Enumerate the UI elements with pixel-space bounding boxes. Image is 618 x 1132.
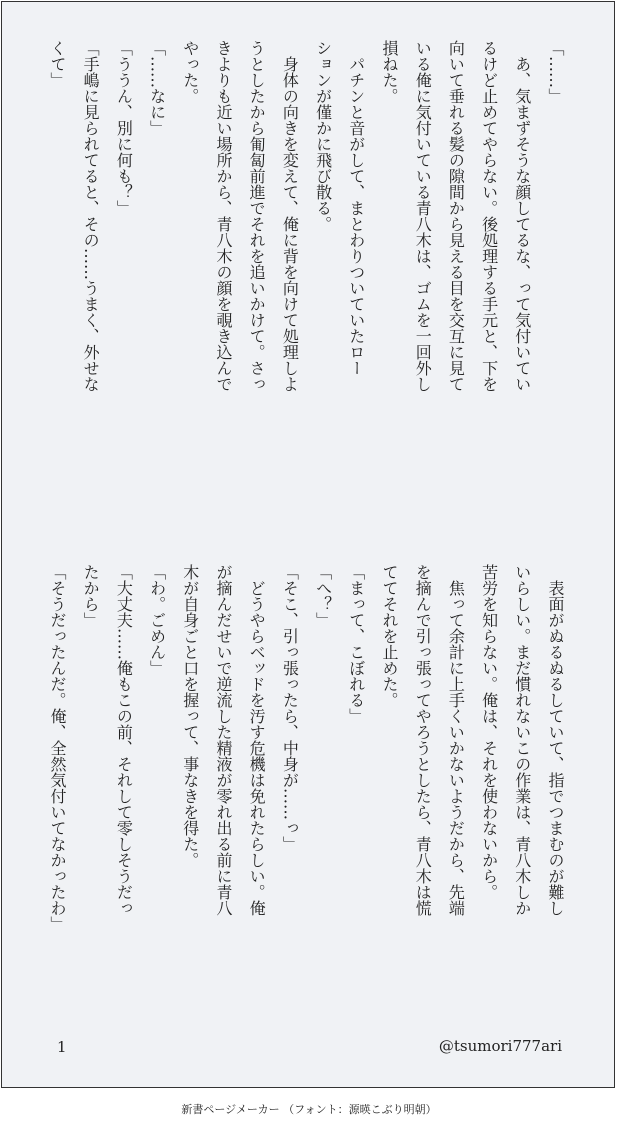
text-line: たから」 <box>81 564 101 628</box>
text-line: 苦労を知らない。俺は、それを使わないから。 <box>479 564 499 900</box>
text-line: うとしたから匍匐前進でそれを追いかけて。さっ <box>247 40 267 392</box>
text-line: 「……なに」 <box>147 40 167 136</box>
text-line: きよりも近い場所から、青八木の顔を覗き込んで <box>213 40 233 392</box>
text-line: 表面がぬるぬるしていて、指でつまむのが難し <box>546 564 565 916</box>
text-line: を摘んで引っ張ってやろうとしたら、青八木は慌 <box>413 564 433 916</box>
text-line: いらしい。まだ慣れないこの作業は、青八木しか <box>512 564 532 916</box>
top-text-block <box>47 40 572 536</box>
book-page <box>1 1 615 1088</box>
text-line: が摘んだせいで逆流した精液が零れ出る前に青八 <box>213 564 233 916</box>
text-line: 焦って余計に上手くいかないようだから、先端 <box>446 564 466 916</box>
text-line: 「手嶋に見られてると、その……うまく、外せな <box>81 40 101 392</box>
footer-caption: 新書ページメーカー （フォント：源暎こぶり明朝） <box>181 1103 437 1116</box>
text-line: 「そこ、引っ張ったら、中身が……っ」 <box>280 564 300 852</box>
text-line: 木が自身ごと口を握って、事なきを得た。 <box>180 564 200 868</box>
text-line: 「へ？」 <box>313 564 333 628</box>
text-line: 身体の向きを変えて、俺に背を向けて処理しよ <box>280 40 300 392</box>
text-line: 「大丈夫……俺もこの前、それして零しそうだっ <box>114 564 134 916</box>
text-line: どうやらベッドを汚す危機は免れたらしい。俺 <box>247 564 267 916</box>
text-line: るけど止めてやらない。後処理する手元と、下を <box>479 40 499 392</box>
text-line: 「わ。ごめん」 <box>147 564 167 676</box>
text-line: パチンと音がして、まとわりついていたロー <box>346 40 366 376</box>
text-line: ててそれを止めた。 <box>379 564 399 708</box>
page-number: 1 <box>57 1038 67 1056</box>
text-line: やった。 <box>180 40 200 104</box>
text-line: 「……」 <box>546 40 565 104</box>
author-handle: @tsumori777ari <box>438 1037 562 1055</box>
text-line: 損ねた。 <box>379 40 399 104</box>
text-line: 「そうだったんだ。俺、全然気付いてなかったわ」 <box>47 564 67 932</box>
text-line: あ、気まずそうな顔してるな、って気付いてい <box>512 40 532 392</box>
text-line: くて」 <box>47 40 67 88</box>
text-line: ションが僅かに飛び散る。 <box>313 40 333 232</box>
text-line: 向いて垂れる髪の隙間から見える目を交互に見て <box>446 40 466 392</box>
text-line: 「まって、こぼれる」 <box>346 564 366 724</box>
bottom-text-block <box>47 564 572 1024</box>
text-line: いる俺に気付いている青八木は、ゴムを一回外し <box>413 40 433 392</box>
text-line: 「ううん、別に何も？」 <box>114 40 134 216</box>
